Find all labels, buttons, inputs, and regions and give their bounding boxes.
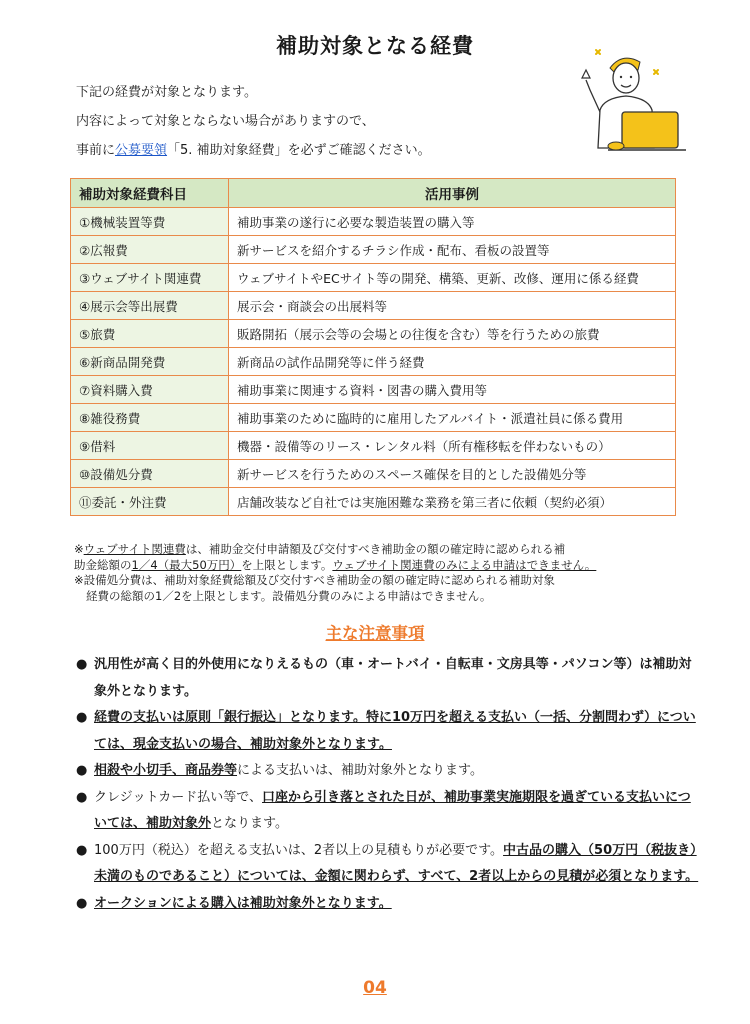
intro-line-3-prefix: 事前に: [76, 143, 116, 158]
table-row: [71, 208, 676, 236]
category-cell: ⑥新商品開発費: [71, 348, 229, 376]
caution-item-text: 汎用性が高く目的外使用になりえるもの（車・オートバイ・自転車・文房具等・パソコン等）は補助対象外となります。: [94, 657, 692, 699]
example-cell: 補助事業に関連する資料・図書の購入費用等: [229, 376, 676, 404]
footnote-website-text-1: は、補助金交付申請額及び交付すべき補助金の額の確定時に認められる補: [185, 542, 566, 556]
example-cell: 販路開拓（展示会等の会場との往復を含む）等を行うための旅費: [229, 320, 676, 348]
category-cell: ⑤旅費: [71, 320, 229, 348]
list-item: [76, 705, 702, 758]
caution-item-emphasis: 相殺や小切手、商品券等: [94, 763, 238, 778]
footnote-website: [74, 542, 694, 573]
page-number: 04: [363, 978, 387, 998]
footnote-website-text-2: 助金総額の: [74, 557, 132, 572]
list-item: [76, 785, 702, 838]
category-cell: ⑦資料購入費: [71, 376, 229, 404]
category-cell: ④展示会等出展費: [71, 292, 229, 320]
caution-heading: 主な注意事項: [325, 624, 425, 643]
caution-item-text: 100万円（税込）を超える支払いは、2者以上の見積もりが必要です。: [94, 842, 504, 858]
footnote-disposal-line-2: 経費の総額の1／2を上限とします。設備処分費のみによる申請はできません。: [86, 588, 492, 603]
bullet-icon: ●: [76, 789, 88, 805]
list-item: [76, 891, 702, 918]
caution-item-text: による支払いは、補助対象外となります。: [237, 763, 483, 778]
footnote-disposal-line-1: ※設備処分費は、補助対象経費総額及び交付すべき補助金の額の確定時に認められる補助対象: [74, 573, 555, 587]
caution-list: [76, 652, 702, 917]
page-title: 補助対象となる経費: [276, 34, 474, 58]
category-cell: ⑧雑役務費: [71, 404, 229, 432]
list-item: [76, 838, 702, 891]
category-cell: ⑩設備処分費: [71, 460, 229, 488]
bullet-icon: ●: [76, 657, 88, 672]
bullet-icon: ●: [76, 710, 88, 725]
example-cell: 新サービスを紹介するチラシ作成・配布、看板の設置等: [229, 236, 676, 264]
intro-line-2: 内容によって対象とならない場合がありますので、: [76, 114, 375, 129]
footnote-disposal: [74, 573, 694, 604]
list-item: [76, 652, 702, 705]
bullet-icon: ●: [76, 895, 88, 911]
header-category: 補助対象経費科目: [71, 179, 229, 208]
example-cell: 新サービスを行うためのスペース確保を目的とした設備処分等: [229, 460, 676, 488]
caution-item-emphasis: 中古品の購入（50万円（税抜き）未満のものであること）については、金額に関わらず、すべて、2者以上からの見積が必須となります。: [94, 842, 699, 884]
table-row: [71, 404, 676, 432]
footnote-mark: ※: [74, 542, 84, 556]
table-row: [71, 320, 676, 348]
footnote-website-restriction: ウェブサイト関連費のみによる申請はできません。: [332, 557, 597, 572]
footnote-website-limit: 1／4（最大50万円）: [131, 557, 242, 572]
intro-text: [76, 78, 431, 165]
table-row: [71, 264, 676, 292]
bullet-icon: ●: [76, 763, 88, 778]
category-cell: ①機械装置等費: [71, 208, 229, 236]
expense-table: [70, 178, 676, 516]
table-row: [71, 432, 676, 460]
list-item: [76, 758, 702, 785]
example-cell: 展示会・商談会の出展料等: [229, 292, 676, 320]
caution-item-text: オークションによる購入は補助対象外となります。: [94, 895, 392, 911]
intro-line-3-suffix: 「5. 補助対象経費」を必ずご確認ください。: [167, 143, 431, 158]
caution-item-text: 経費の支払いは原則「銀行振込」となります。特に10万円を超える支払い（一括、分割問わず）については、現金支払いの場合、補助対象外となります。: [94, 710, 696, 752]
header-example: 活用事例: [229, 179, 676, 208]
example-cell: 補助事業の遂行に必要な製造装置の購入等: [229, 208, 676, 236]
example-cell: 機器・設備等のリース・レンタル料（所有権移転を伴わないもの）: [229, 432, 676, 460]
table-row: [71, 292, 676, 320]
caution-item-emphasis: 口座から引き落とされた日が、補助事業実施期限を過ぎている支払いについては、補助対象外: [94, 789, 691, 831]
category-cell: ⑨借料: [71, 432, 229, 460]
table-row: [71, 236, 676, 264]
category-cell: ②広報費: [71, 236, 229, 264]
footnote-website-text-3: を上限とします。: [241, 557, 333, 572]
footnotes: [74, 542, 694, 604]
example-cell: 店舗改装など自社では実施困難な業務を第三者に依頼（契約必須）: [229, 488, 676, 516]
category-cell: ⑪委託・外注費: [71, 488, 229, 516]
caution-item-text: クレジットカード払い等で、: [94, 789, 263, 805]
intro-line-1: 下記の経費が対象となります。: [76, 85, 257, 100]
bullet-icon: ●: [76, 842, 88, 858]
table-row: [71, 348, 676, 376]
category-cell: ③ウェブサイト関連費: [71, 264, 229, 292]
intro-line-3: [76, 136, 431, 165]
caution-item-text-end: となります。: [211, 816, 288, 831]
table-row: [71, 376, 676, 404]
footnote-website-term: ウェブサイト関連費: [83, 542, 186, 556]
guideline-link[interactable]: 公募要領: [115, 143, 168, 158]
person-at-laptop-illustration: [560, 40, 690, 158]
example-cell: 補助事業のために臨時的に雇用したアルバイト・派遣社員に係る費用: [229, 404, 676, 432]
table-row: [71, 488, 676, 516]
table-header-row: [71, 179, 676, 208]
table-row: [71, 460, 676, 488]
example-cell: ウェブサイトやECサイト等の開発、構築、更新、改修、運用に係る経費: [229, 264, 676, 292]
example-cell: 新商品の試作品開発等に伴う経費: [229, 348, 676, 376]
